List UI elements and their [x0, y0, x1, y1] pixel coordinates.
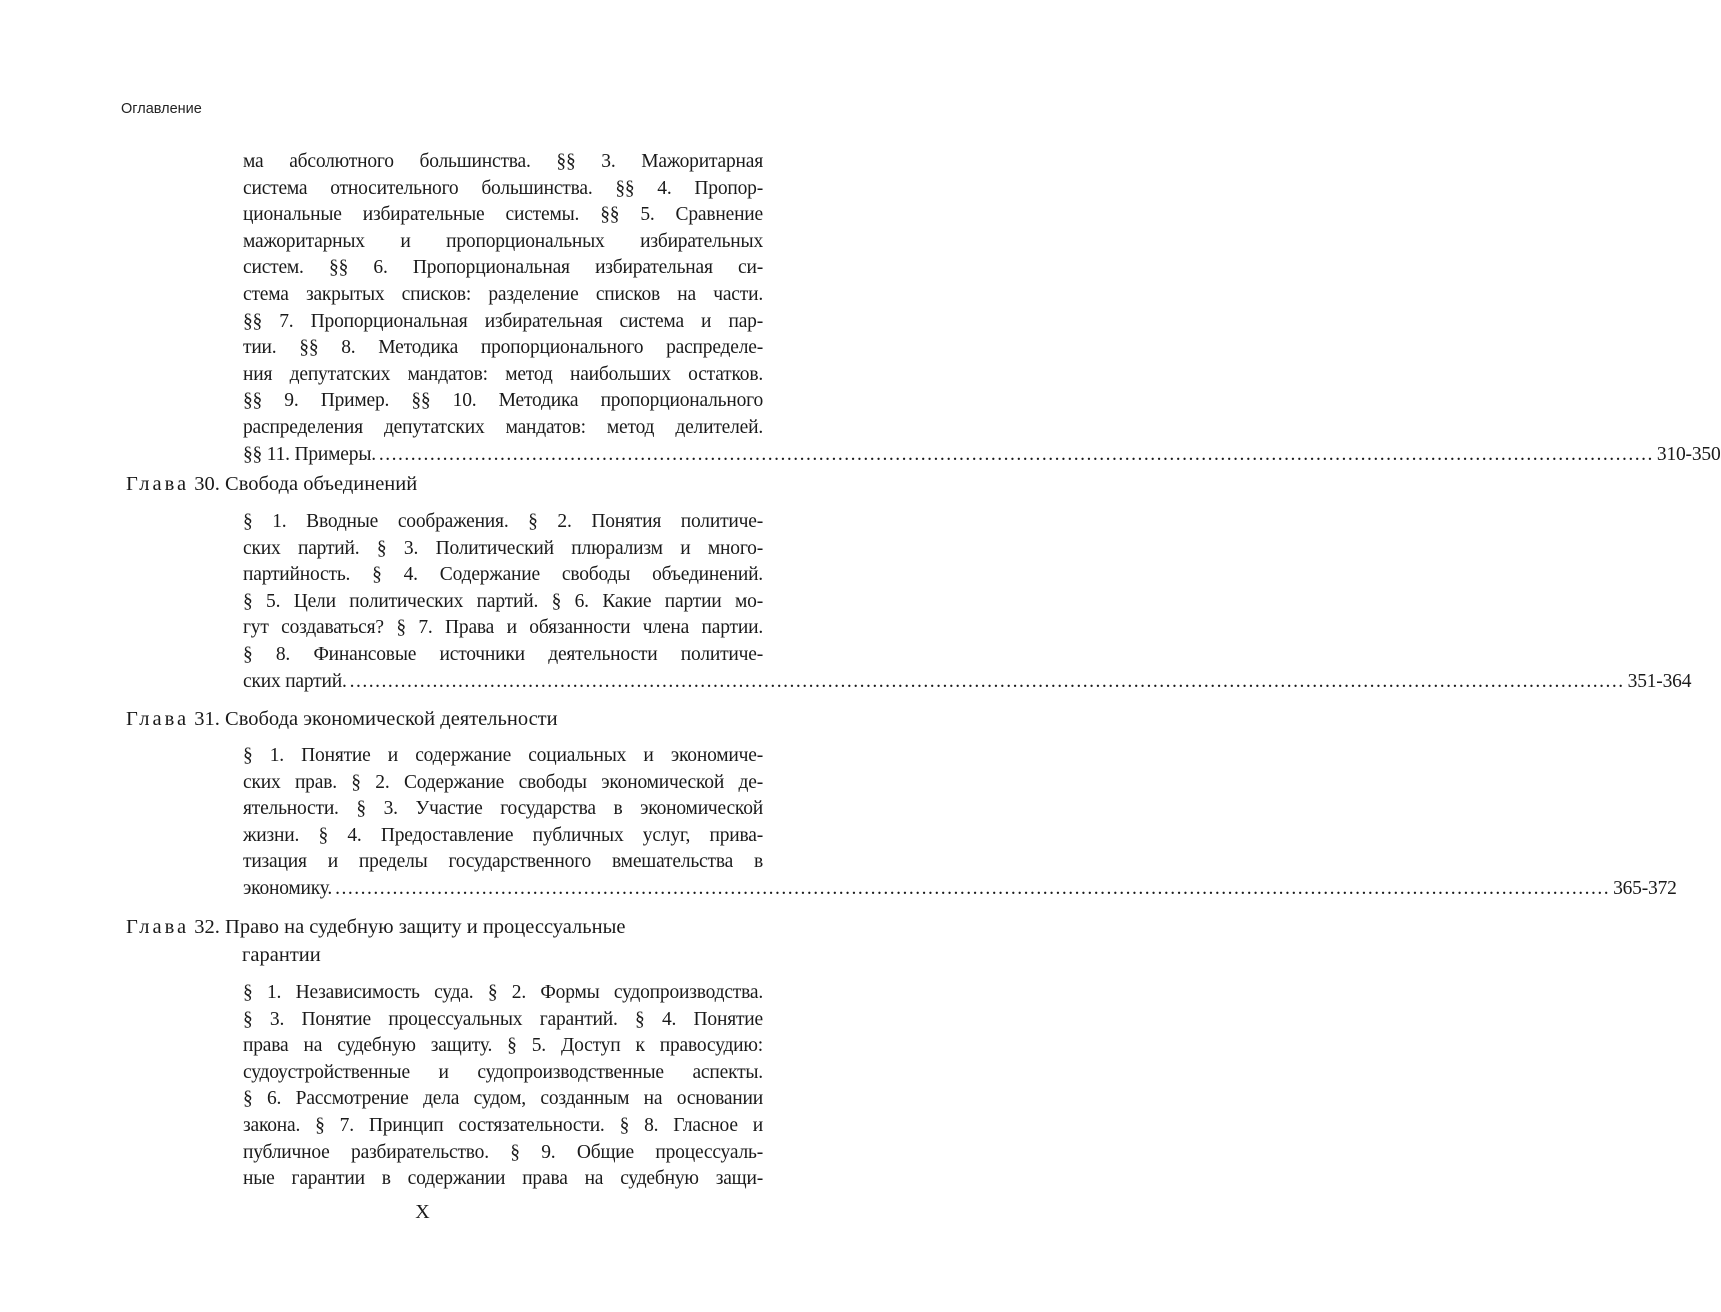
chapter-title: 31. Свобода экономической деятельности — [194, 708, 558, 730]
toc-line: § 1. Независимость суда. § 2. Формы судопроизводства. — [243, 982, 763, 1003]
toc-line: распределения депутатских мандатов: метод делителей. — [243, 416, 763, 438]
toc-line: §§ 9. Пример. §§ 10. Методика пропорционального — [243, 390, 763, 412]
toc-line: циональные избирательные системы. §§ 5. Сравнение — [243, 204, 763, 226]
chapter-heading-30 — [126, 470, 417, 498]
toc-line: § 1. Понятие и содержание социальных и экономиче- — [243, 745, 763, 766]
toc-line: закона. § 7. Принцип состязательности. § 8. Гласное и — [243, 1114, 763, 1136]
toc-line-with-pages — [243, 442, 1721, 469]
toc-line: ятельности. § 3. Участие государства в экономической — [243, 798, 763, 820]
toc-line: система относительного большинства. §§ 4. Пропор- — [243, 177, 763, 199]
toc-line-text: ских партий. — [243, 670, 347, 692]
chapter-label: Глава — [126, 916, 190, 938]
toc-line: § 5. Цели политических партий. § 6. Какие партии мо- — [243, 590, 763, 612]
toc-line: гут создаваться? § 7. Права и обязанности члена партии. — [243, 617, 763, 639]
chapter-32-contents — [243, 980, 763, 1193]
toc-line: систем. §§ 6. Пропорциональная избирательная си- — [243, 257, 763, 279]
toc-line: тии. §§ 8. Методика пропорционального распределе- — [243, 337, 763, 359]
toc-line: ских партий. § 3. Политический плюрализм и много- — [243, 537, 763, 559]
chapter-label: Глава — [126, 708, 190, 730]
dot-leader: ........................................................................................................................................................................................................ — [349, 670, 1625, 692]
toc-line: стема закрытых списков: разделение списков на части. — [243, 283, 763, 305]
toc-line: § 3. Понятие процессуальных гарантий. § 4. Понятие — [243, 1008, 763, 1030]
toc-line-with-pages — [243, 876, 1677, 903]
toc-line: мажоритарных и пропорциональных избирательных — [243, 230, 763, 252]
page-range: 351-364 — [1627, 670, 1692, 692]
chapter-31-contents — [243, 743, 1677, 903]
toc-line: §§ 7. Пропорциональная избирательная система и пар- — [243, 310, 763, 332]
toc-line: § 8. Финансовые источники деятельности политиче- — [243, 643, 763, 665]
toc-line-with-pages — [243, 669, 1692, 696]
toc-line: партийность. § 4. Содержание свободы объединений. — [243, 564, 763, 586]
page-range: 310-350 — [1656, 443, 1721, 465]
toc-line: жизни. § 4. Предоставление публичных услуг, прива- — [243, 824, 763, 846]
toc-line: ма абсолютного большинства. §§ 3. Мажоритарная — [243, 151, 763, 172]
toc-line-text: экономику. — [243, 877, 333, 899]
toc-line: ния депутатских мандатов: метод наибольших остатков. — [243, 363, 763, 385]
toc-line: тизация и пределы государственного вмешательства в — [243, 851, 763, 873]
chapter-title-continuation: гарантии — [242, 944, 321, 966]
chapter-30-contents — [243, 509, 1692, 695]
toc-line: § 6. Рассмотрение дела судом, созданным на основании — [243, 1088, 763, 1110]
chapter-heading-32 — [126, 913, 625, 969]
page-number: X — [415, 1201, 430, 1223]
dot-leader: ........................................................................................................................................................................................................ — [378, 443, 1654, 465]
chapter-heading-31 — [126, 705, 558, 733]
toc-line: судоустройственные и судопроизводственные аспекты. — [243, 1061, 763, 1083]
chapter-label: Глава — [126, 473, 190, 495]
dot-leader: ........................................................................................................................................................................................................ — [335, 877, 1611, 899]
toc-line: публичное разбирательство. § 9. Общие процессуаль- — [243, 1141, 763, 1163]
toc-line: ских прав. § 2. Содержание свободы экономической де- — [243, 771, 763, 793]
toc-line-text: §§ 11. Примеры. — [243, 443, 376, 465]
toc-entry-continuation — [243, 149, 1721, 468]
toc-line: § 1. Вводные соображения. § 2. Понятия политиче- — [243, 511, 763, 532]
chapter-title: 30. Свобода объединений — [194, 473, 418, 495]
running-head: Оглавление — [121, 101, 202, 117]
chapter-title: 32. Право на судебную защиту и процессуальные — [194, 916, 626, 938]
page-range: 365-372 — [1613, 877, 1677, 899]
toc-line: ные гарантии в содержании права на судебную защи- — [243, 1168, 763, 1190]
toc-line: права на судебную защиту. § 5. Доступ к правосудию: — [243, 1035, 763, 1057]
